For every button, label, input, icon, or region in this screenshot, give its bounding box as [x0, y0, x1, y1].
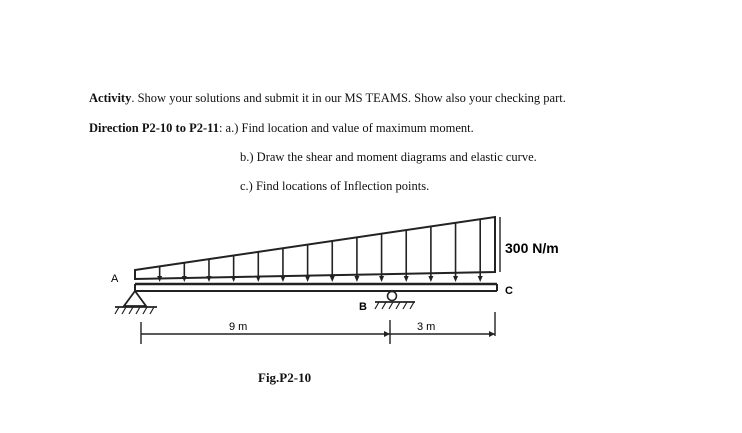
instruction-item-b: b.) Draw the shear and moment diagrams and elastic curve. — [240, 150, 537, 164]
load-arrow-head — [354, 276, 359, 282]
load-arrow-head — [206, 276, 211, 282]
point-a-label: A — [111, 273, 119, 285]
pin-support-a — [115, 291, 157, 314]
load-arrow-head — [231, 276, 236, 282]
load-arrow-head — [478, 276, 483, 282]
instruction-line-direction — [89, 121, 474, 136]
dimension-lines — [141, 312, 495, 344]
load-arrow-head — [305, 276, 310, 282]
instruction-line-activity — [89, 91, 566, 106]
activity-label: Activity — [89, 91, 132, 105]
direction-text: : a.) Find location and value of maximum moment. — [218, 121, 474, 135]
beam-figure — [111, 212, 625, 362]
load-arrow-head — [379, 276, 384, 282]
point-b-label: B — [359, 301, 367, 313]
instruction-item-c: c.) Find locations of Inflection points. — [240, 179, 430, 193]
load-arrow-head — [404, 276, 409, 282]
dimension-ab-label: 9 m — [229, 321, 248, 333]
point-c-label: C — [505, 285, 513, 297]
distributed-load-outline — [135, 217, 495, 279]
roller-support-b — [375, 292, 415, 310]
activity-text: . Show your solutions and submit it in our MS TEAMS. Show also your checking part. — [131, 91, 566, 105]
load-arrow-head — [428, 276, 433, 282]
direction-label: Direction P2-10 to P2-11 — [89, 121, 219, 135]
load-arrow-head — [280, 276, 285, 282]
dimension-bc-label: 3 m — [417, 321, 436, 333]
load-arrow-head — [330, 276, 335, 282]
figure-caption: Fig.P2-10 — [258, 370, 312, 385]
load-arrow-head — [256, 276, 261, 282]
load-value-label: 300 N/m — [505, 240, 559, 256]
load-arrow-head — [453, 276, 458, 282]
